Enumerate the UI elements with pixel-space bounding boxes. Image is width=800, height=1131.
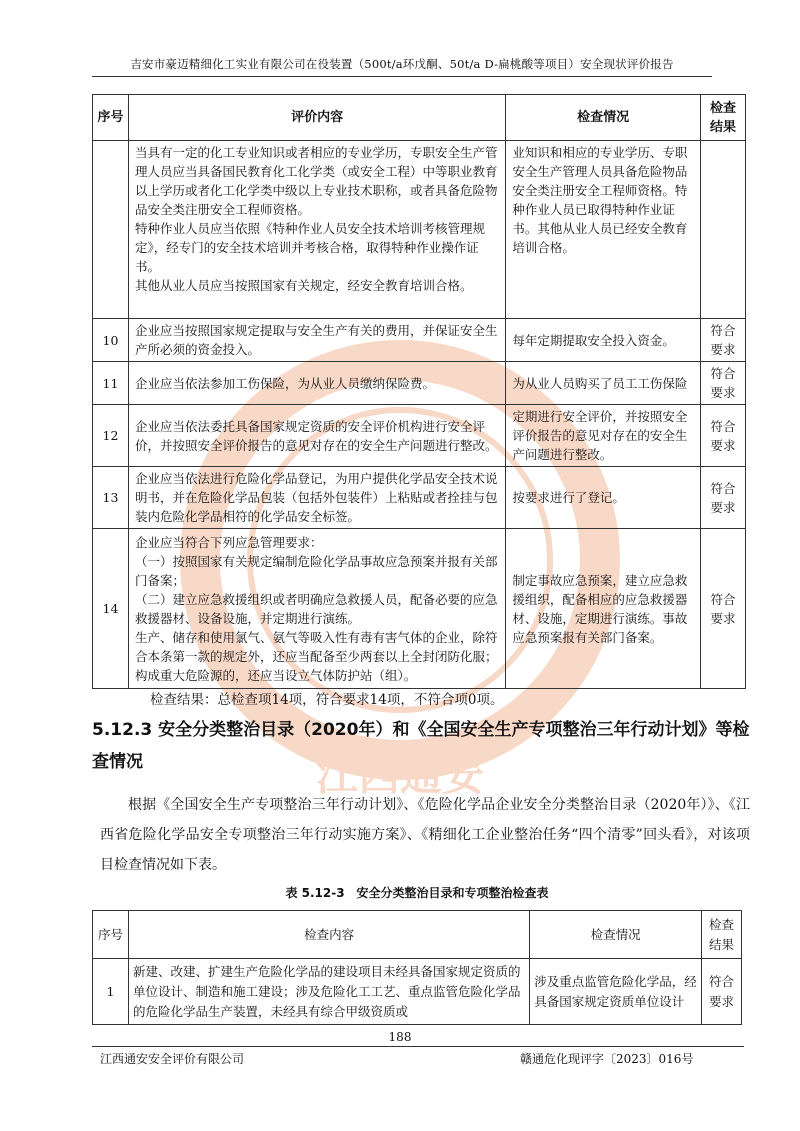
table-caption: 表 5.12-3 安全分类整治目录和专项整治检查表 — [285, 886, 549, 900]
content-paragraph: 生产、储存和使用氯气、氨气等吸入性有毒有害气体的企业，除符合本条第一款的规定外，还应当配备至少两套以上全封闭防化服；构成重大危险源的，还应当设立气体防护站（组）。 — [134, 629, 498, 683]
row-num: 13 — [93, 467, 129, 529]
row-result — [701, 141, 746, 319]
row-num: 12 — [93, 405, 129, 467]
row-check: 按要求进行了登记。 — [506, 467, 701, 529]
row-num — [93, 141, 129, 319]
rectification-table — [92, 910, 742, 1025]
row-check: 业知识和相应的专业学历、专职安全生产管理人员具备危险物品安全类注册安全工程师资格。特种作业人员已取得特种作业证书。其他从业人员已经安全教育培训合格。 — [506, 141, 701, 319]
row-num: 1 — [93, 959, 129, 1025]
col-header-result: 检查结果 — [701, 95, 746, 141]
table-row — [93, 467, 746, 529]
row-result: 符合要求 — [701, 405, 746, 467]
content-paragraph: 当具有一定的化工专业知识或者相应的专业学历，专职安全生产管理人员应当具备国民教育化工化学类（或安全工程）中等职业教育以上学历或者化工化学类中级以上专业技术职称，或者具备危险物品安全类注册安全工程师资格。 — [134, 145, 498, 217]
row-check: 每年定期提取安全投入资金。 — [506, 319, 701, 362]
row-check: 涉及重点监管危险化学品，经具备国家规定资质单位设计 — [530, 959, 702, 1025]
row-check: 定期进行安全评价，并按照安全评价报告的意见对存在的安全生产问题进行整改。 — [506, 405, 701, 467]
footer-rule — [92, 1046, 744, 1047]
row-num: 10 — [93, 319, 129, 362]
table-row — [93, 141, 746, 319]
content-paragraph: 企业应当符合下列应急管理要求： — [134, 534, 323, 550]
section-heading: 5.12.3 安全分类整治目录（2020年）和《全国安全生产专项整治三年行动计划》等检查情况 — [92, 720, 750, 772]
row-result: 符合要求 — [701, 319, 746, 362]
table-row — [93, 319, 746, 362]
footer-company: 江西通安安全评价有限公司 — [100, 1052, 245, 1066]
table-row — [93, 362, 746, 405]
row-content: 企业应当依法参加工伤保险，为从业人员缴纳保险费。 — [128, 362, 505, 405]
col-header-check: 检查情况 — [530, 911, 702, 959]
row-result: 符合要求 — [701, 362, 746, 405]
row-content: 新建、改建、扩建生产危险化学品的建设项目未经具备国家规定资质的单位设计、制造和施工建设；涉及危险化工工艺、重点监管危险化学品的危险化学品生产装置，未经具有综合甲级资质或 — [128, 959, 529, 1025]
content-paragraph: （二）建立应急救援组织或者明确应急救援人员，配备必要的应急救援器材、设备设施，并定期进行演练。 — [134, 591, 498, 626]
table-header-row — [93, 911, 742, 959]
row-content — [128, 529, 505, 689]
col-header-num: 序号 — [93, 911, 129, 959]
page-number: 188 — [388, 1030, 412, 1044]
row-result: 符合要求 — [701, 467, 746, 529]
check-summary: 检查结果：总检查项14项，符合要求14项，不符合项0项。 — [150, 692, 504, 708]
row-result: 符合要求 — [701, 529, 746, 689]
row-num: 14 — [93, 529, 129, 689]
footer-report-id: 赣通危化现评字〔2023〕016号 — [520, 1052, 694, 1066]
row-result: 符合要求 — [702, 959, 742, 1025]
col-header-check: 检查情况 — [506, 95, 701, 141]
row-content: 企业应当依法委托具备国家规定资质的安全评价机构进行安全评价，并按照安全评价报告的意见对存在的安全生产问题进行整改。 — [128, 405, 505, 467]
col-header-num: 序号 — [93, 95, 129, 141]
row-content — [128, 141, 505, 319]
col-header-content: 评价内容 — [128, 95, 505, 141]
content-paragraph: 特种作业人员应当依照《特种作业人员安全技术培训考核管理规定》，经专门的安全技术培训并考核合格，取得特种作业操作证书。 — [134, 221, 485, 274]
table-row — [93, 529, 746, 689]
table-row — [93, 405, 746, 467]
section-body: 根据《全国安全生产专项整治三年行动计划》、《危险化学品企业安全分类整治目录（2020年）》、《江西省危险化学品安全专项整治三年行动实施方案》、《精细化工企业整治任务“四个清零”回头看》，对该项目检查情况如下表。 — [100, 797, 750, 873]
row-check: 为从业人员购买了员工工伤保险 — [506, 362, 701, 405]
content-paragraph: （一）按照国家有关规定编制危险化学品事故应急预案并报有关部门备案； — [134, 553, 498, 588]
row-check: 制定事故应急预案，建立应急救援组织，配备相应的应急救援器材、设施，定期进行演练。事故应急预案报有关部门备案。 — [506, 529, 701, 689]
content-paragraph: 其他从业人员应当按照国家有关规定，经安全教育培训合格。 — [134, 278, 473, 293]
row-content: 企业应当依法进行危险化学品登记，为用户提供化学品安全技术说明书，并在危险化学品包装（包括外包装件）上粘贴或者拴挂与包装内危险化学品相符的化学品安全标签。 — [128, 467, 505, 529]
row-num: 11 — [93, 362, 129, 405]
evaluation-table — [92, 94, 746, 689]
col-header-content: 检查内容 — [128, 911, 529, 959]
col-header-result: 检查结果 — [702, 911, 742, 959]
page-header: 吉安市豪迈精细化工实业有限公司在役装置（500t/a环戊酮、50t/a D-扁桃酸等项目）安全现状评价报告 — [130, 57, 674, 71]
table-row — [93, 959, 742, 1025]
watermark-text: 江西通安 — [315, 751, 485, 800]
row-content: 企业应当按照国家规定提取与安全生产有关的费用，并保证安全生产所必须的资金投入。 — [128, 319, 505, 362]
header-rule — [92, 76, 712, 77]
table-header-row — [93, 95, 746, 141]
